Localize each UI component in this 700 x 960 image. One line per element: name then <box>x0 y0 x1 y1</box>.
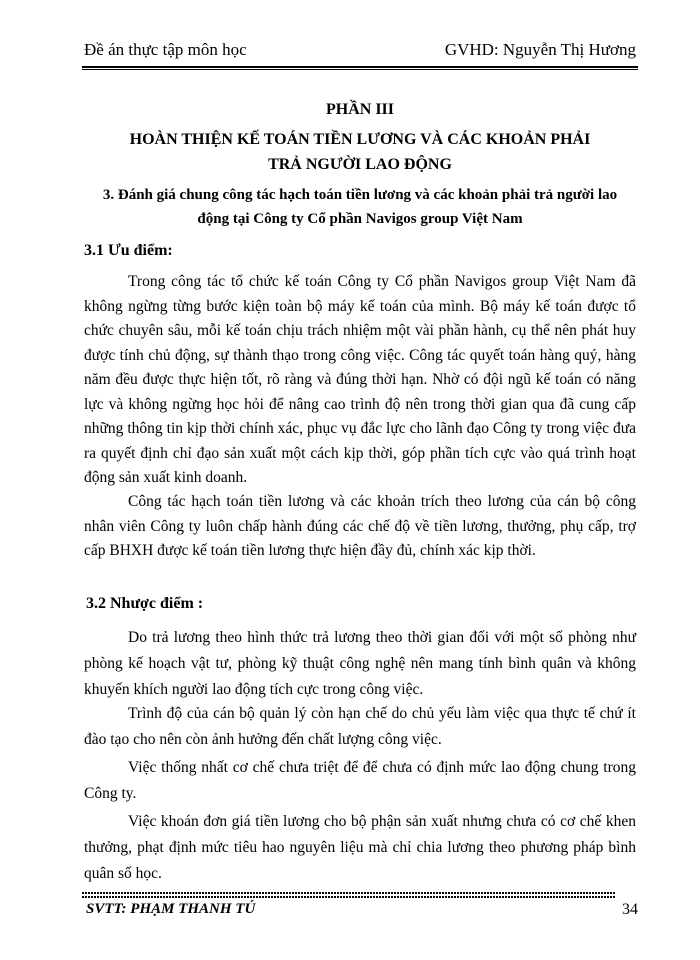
chapter-title-line2: TRẢ NGƯỜI LAO ĐỘNG <box>268 156 452 173</box>
section-3-heading-line2: động tại Công ty Cổ phần Navigos group Việt Nam <box>197 211 523 227</box>
header-rule <box>82 66 638 68</box>
paragraph-weakness-1: Do trả lương theo hình thức trả lương theo thời gian đối với một số phòng như phòng kế hoạch vật tư, phòng kỹ thuật công nghệ nên mang tính bình quân và không khuyến khích người lao động tích cực trong công việc. <box>84 629 636 698</box>
paragraph-weakness-4: Việc khoán đơn giá tiền lương cho bộ phận sản xuất nhưng chưa có cơ chế khen thưởng, phạt định mức tiêu hao nguyên liệu mà chỉ chia lương theo phương pháp bình quân số học. <box>84 813 636 882</box>
paragraph-weakness-3: Việc thống nhất cơ chế chưa triệt để để chưa có định mức lao động chung trong Công ty. <box>84 759 636 802</box>
footer-rule <box>82 892 616 894</box>
page-number: 34 <box>622 901 638 918</box>
section-3-2-heading: 3.2 Nhược điểm : <box>86 595 204 612</box>
paragraph-advantages-1: Trong công tác tổ chức kế toán Công ty Cổ phần Navigos group Việt Nam đã không ngừng từng bước kiện toàn bộ máy kế toán của mình. Bộ máy kế toán được tổ chức chuyên sâu, mỗi kế toán chịu trách nhiệm một vài phần hành, cụ thể nên phát huy được tính chủ động, sự thành thạo trong công việc. Công tác quyết toán hàng quý, hàng năm đều được thực hiện tốt, rõ ràng và đúng thời hạn. Nhờ có đội ngũ kế toán có năng lực và không ngừng học hỏi để nâng cao trình độ nên trong thời gian qua đã cung cấp những thông tin kịp thời chính xác, phục vụ đắc lực cho lãnh đạo Công ty trong việc đưa ra quyết định chỉ đạo sản xuất một cách kịp thời, góp phần tích cực vào quá trình hoạt động sản xuất kinh doanh. <box>84 273 636 486</box>
paragraph-weakness-2: Trình độ của cán bộ quản lý còn hạn chế do chủ yếu làm việc qua thực tế chứ ít đào tạo cho nên còn ảnh hưởng đến chất lượng công việc. <box>84 705 636 748</box>
paragraph-advantages-2: Công tác hạch toán tiền lương và các khoản trích theo lương của cán bộ công nhân viên Công ty luôn chấp hành đúng các chế độ về tiền lương, thưởng, phụ cấp, trợ cấp BHXH được kế toán tiền lương thực hiện đầy đủ, chính xác kịp thời. <box>84 493 636 559</box>
header-rule-thin <box>82 69 638 70</box>
chapter-title-line1: HOÀN THIỆN KẾ TOÁN TIỀN LƯƠNG VÀ CÁC KHOẢN PHẢI <box>129 131 591 148</box>
header-right: GVHD: Nguyễn Thị Hương <box>444 40 636 59</box>
footer-author: SVTT: PHẠM THANH TÚ <box>86 901 256 917</box>
part-heading: PHẦN III <box>325 101 394 118</box>
footer-rule-2 <box>82 896 616 898</box>
header-left: Đề án thực tập môn học <box>84 40 247 59</box>
section-3-1-heading: 3.1 Ưu điểm: <box>84 242 173 259</box>
section-3-heading-line1: 3. Đánh giá chung công tác hạch toán tiền lương và các khoản phải trả người lao <box>102 187 618 203</box>
